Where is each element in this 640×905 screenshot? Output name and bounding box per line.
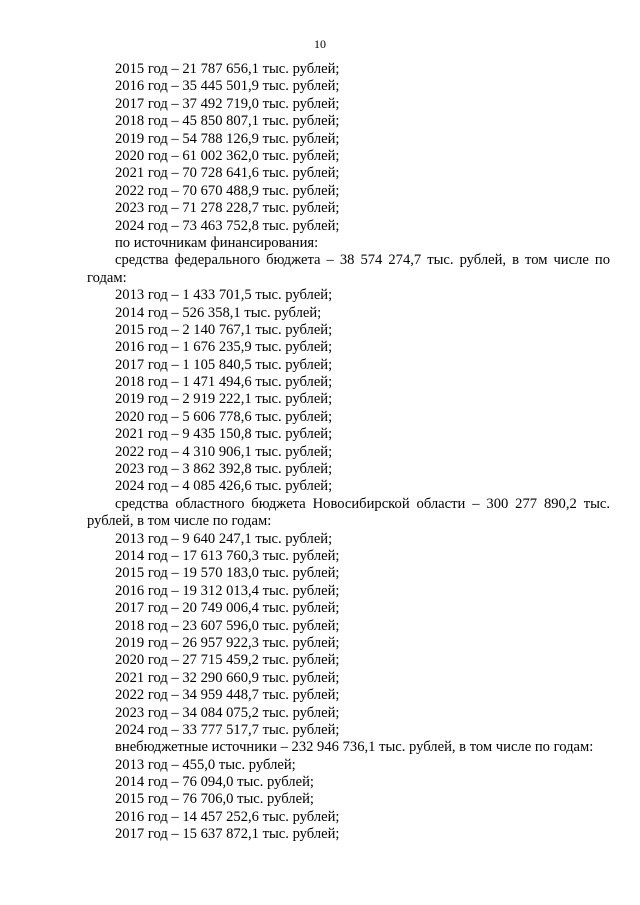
list-item: 2024 год – 33 777 517,7 тыс. рублей; xyxy=(115,721,340,738)
extrabudgetary-year-list xyxy=(87,757,610,844)
list-item: 2019 год – 26 957 922,3 тыс. рублей; xyxy=(115,634,340,651)
list-item: 2014 год – 526 358,1 тыс. рублей; xyxy=(115,304,322,321)
list-item: 2021 год – 9 435 150,8 тыс. рублей; xyxy=(115,426,333,443)
list-item: 2016 год – 14 457 252,6 тыс. рублей; xyxy=(115,808,340,825)
list-item: 2015 год – 2 140 767,1 тыс. рублей; xyxy=(115,321,333,338)
list-item: 2016 год – 1 676 235,9 тыс. рублей; xyxy=(115,339,333,356)
list-item: 2017 год – 1 105 840,5 тыс. рублей; xyxy=(115,356,333,373)
list-item: 2019 год – 54 788 126,9 тыс. рублей; xyxy=(115,130,340,147)
list-item: 2017 год – 37 492 719,0 тыс. рублей; xyxy=(115,95,340,112)
page-number: 10 xyxy=(314,37,326,51)
list-item: 2022 год – 4 310 906,1 тыс. рублей; xyxy=(115,443,333,460)
list-item: 2017 год – 20 749 006,4 тыс. рублей; xyxy=(115,600,340,617)
federal-year-list xyxy=(87,287,610,496)
list-item: 2024 год – 73 463 752,8 тыс. рублей; xyxy=(115,217,340,234)
list-item: 2015 год – 76 706,0 тыс. рублей; xyxy=(115,791,314,808)
list-item: 2022 год – 70 670 488,9 тыс. рублей; xyxy=(115,182,340,199)
list-item: 2022 год – 34 959 448,7 тыс. рублей; xyxy=(115,687,340,704)
list-item: 2017 год – 15 637 872,1 тыс. рублей; xyxy=(115,826,340,843)
list-item: 2015 год – 21 787 656,1 тыс. рублей; xyxy=(115,61,340,77)
list-item: 2018 год – 1 471 494,6 тыс. рублей; xyxy=(115,374,333,391)
regional-year-list xyxy=(87,531,610,740)
list-item: 2015 год – 19 570 183,0 тыс. рублей; xyxy=(115,565,340,582)
list-item: 2013 год – 9 640 247,1 тыс. рублей; xyxy=(115,530,333,547)
list-item: 2014 год – 17 613 760,3 тыс. рублей; xyxy=(115,548,340,564)
list-item: 2020 год – 27 715 459,2 тыс. рублей; xyxy=(115,652,340,669)
list-item: 2023 год – 71 278 228,7 тыс. рублей; xyxy=(115,200,340,217)
extrabudgetary-heading: внебюджетные источники – 232 946 736,1 тыс. рублей, в том числе по годам: xyxy=(115,739,594,756)
list-item: 2021 год – 32 290 660,9 тыс. рублей; xyxy=(115,669,340,686)
list-item: 2013 год – 1 433 701,5 тыс. рублей; xyxy=(115,287,333,304)
list-item: 2013 год – 455,0 тыс. рублей; xyxy=(115,756,296,773)
regional-heading: средства областного бюджета Новосибирской области – 300 277 890,2 тыс. рублей, в том числе по годам: xyxy=(87,495,610,530)
list-item: 2018 год – 23 607 596,0 тыс. рублей; xyxy=(115,617,340,634)
document-body xyxy=(87,61,610,844)
list-item: 2021 год – 70 728 641,6 тыс. рублей; xyxy=(115,165,340,182)
list-item: 2018 год – 45 850 807,1 тыс. рублей; xyxy=(115,113,340,130)
list-item: 2023 год – 3 862 392,8 тыс. рублей; xyxy=(115,461,333,478)
list-item: 2016 год – 35 445 501,9 тыс. рублей; xyxy=(115,78,340,95)
sources-heading: по источникам финансирования: xyxy=(115,234,319,251)
list-item: 2023 год – 34 084 075,2 тыс. рублей; xyxy=(115,704,340,721)
federal-heading: средства федерального бюджета – 38 574 274,7 тыс. рублей, в том числе по годам: xyxy=(87,252,610,286)
list-item: 2019 год – 2 919 222,1 тыс. рублей; xyxy=(115,391,333,408)
list-item: 2020 год – 61 002 362,0 тыс. рублей; xyxy=(115,147,340,164)
list-item: 2016 год – 19 312 013,4 тыс. рублей; xyxy=(115,582,340,599)
list-item: 2014 год – 76 094,0 тыс. рублей; xyxy=(115,774,314,791)
list-item: 2024 год – 4 085 426,6 тыс. рублей; xyxy=(115,478,333,495)
total-by-year-list xyxy=(87,61,610,235)
list-item: 2020 год – 5 606 778,6 тыс. рублей; xyxy=(115,408,333,425)
